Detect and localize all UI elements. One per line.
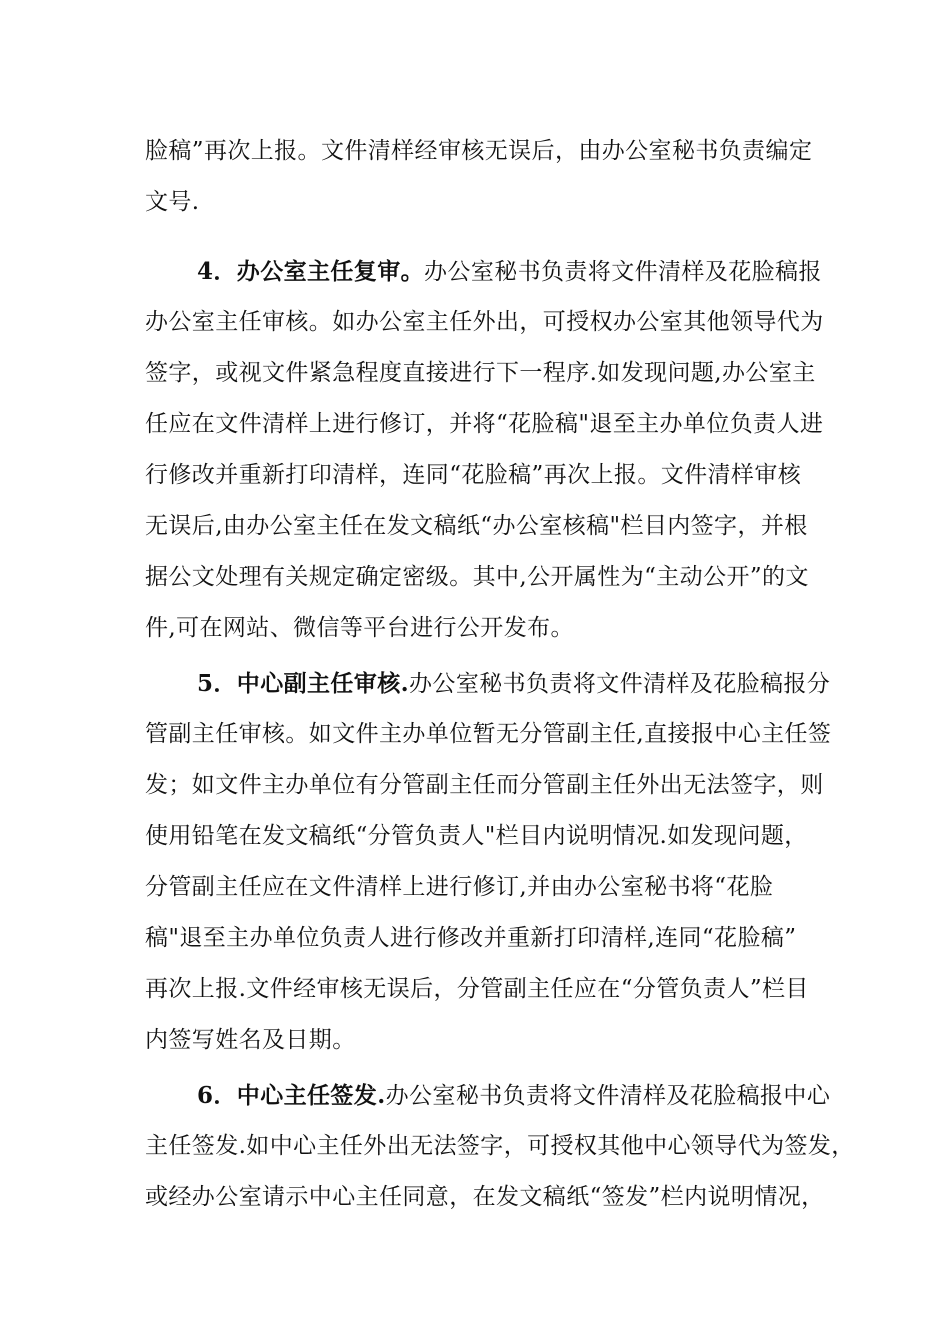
paragraph-continuation <box>145 126 825 228</box>
text-line: 主任签发.如中心主任外出无法签字，可授权其他中心领导代为签发， <box>145 1133 855 1159</box>
paragraph-director-signoff <box>145 1070 855 1223</box>
section-heading: 6．中心主任签发. <box>197 1082 386 1109</box>
text-line: 再次上报.文件经审核无误后，分管副主任应在“分管负责人”栏目 <box>145 976 809 1002</box>
text-line: 行修改并重新打印清样，连同“花脸稿”再次上报。文件清样审核 <box>145 462 802 488</box>
text-line: 管副主任审核。如文件主办单位暂无分管副主任,直接报中心主任签 <box>145 721 832 747</box>
text-line: 任应在文件清样上进行修订，并将“花脸稿"退至主办单位负责人进 <box>145 411 824 437</box>
text-line: 发；如文件主办单位有分管副主任而分管副主任外出无法签字，则 <box>145 772 824 798</box>
text-line: 签字，或视文件紧急程度直接进行下一程序.如发现问题,办公室主 <box>145 360 816 386</box>
text-segment: 办公室秘书负责将文件清样及花脸稿报中心 <box>385 1083 831 1109</box>
text-line: 或经办公室请示中心主任同意，在发文稿纸“签发”栏内说明情况， <box>145 1184 825 1210</box>
text-line: 办公室主任审核。如办公室主任外出，可授权办公室其他领导代为 <box>145 309 824 335</box>
text-line: 内签写姓名及日期。 <box>145 1027 356 1053</box>
section-heading: 4．办公室主任复审。 <box>197 258 425 285</box>
text-line: 件,可在网站、微信等平台进行公开发布。 <box>145 615 574 641</box>
text-segment: 办公室秘书负责将文件清样及花脸稿报分 <box>409 671 831 697</box>
paragraph-first-line <box>145 246 825 297</box>
paragraph-first-line <box>145 1070 831 1121</box>
text-line: 使用铅笔在发文稿纸“分管负责人"栏目内说明情况.如发现问题， <box>145 823 808 849</box>
text-line: 分管副主任应在文件清样上进行修订,并由办公室秘书将“花脸 <box>145 874 774 900</box>
text-line: 脸稿”再次上报。文件清样经审核无误后，由办公室秘书负责编定 <box>145 138 813 164</box>
paragraph-office-director-review <box>145 246 825 654</box>
text-line: 文号. <box>145 189 200 215</box>
section-heading: 5．中心副主任审核. <box>197 670 410 697</box>
text-line: 稿"退至主办单位负责人进行修改并重新打印清样,连同“花脸稿” <box>145 925 797 951</box>
paragraph-deputy-director-review <box>145 658 832 1066</box>
text-line: 无误后,由办公室主任在发文稿纸“办公室核稿"栏目内签字，并根 <box>145 513 808 539</box>
text-line: 据公文处理有关规定确定密级。其中,公开属性为“主动公开”的文 <box>145 564 809 590</box>
text-segment: 办公室秘书负责将文件清样及花脸稿报 <box>424 259 822 285</box>
paragraph-first-line <box>145 658 831 709</box>
